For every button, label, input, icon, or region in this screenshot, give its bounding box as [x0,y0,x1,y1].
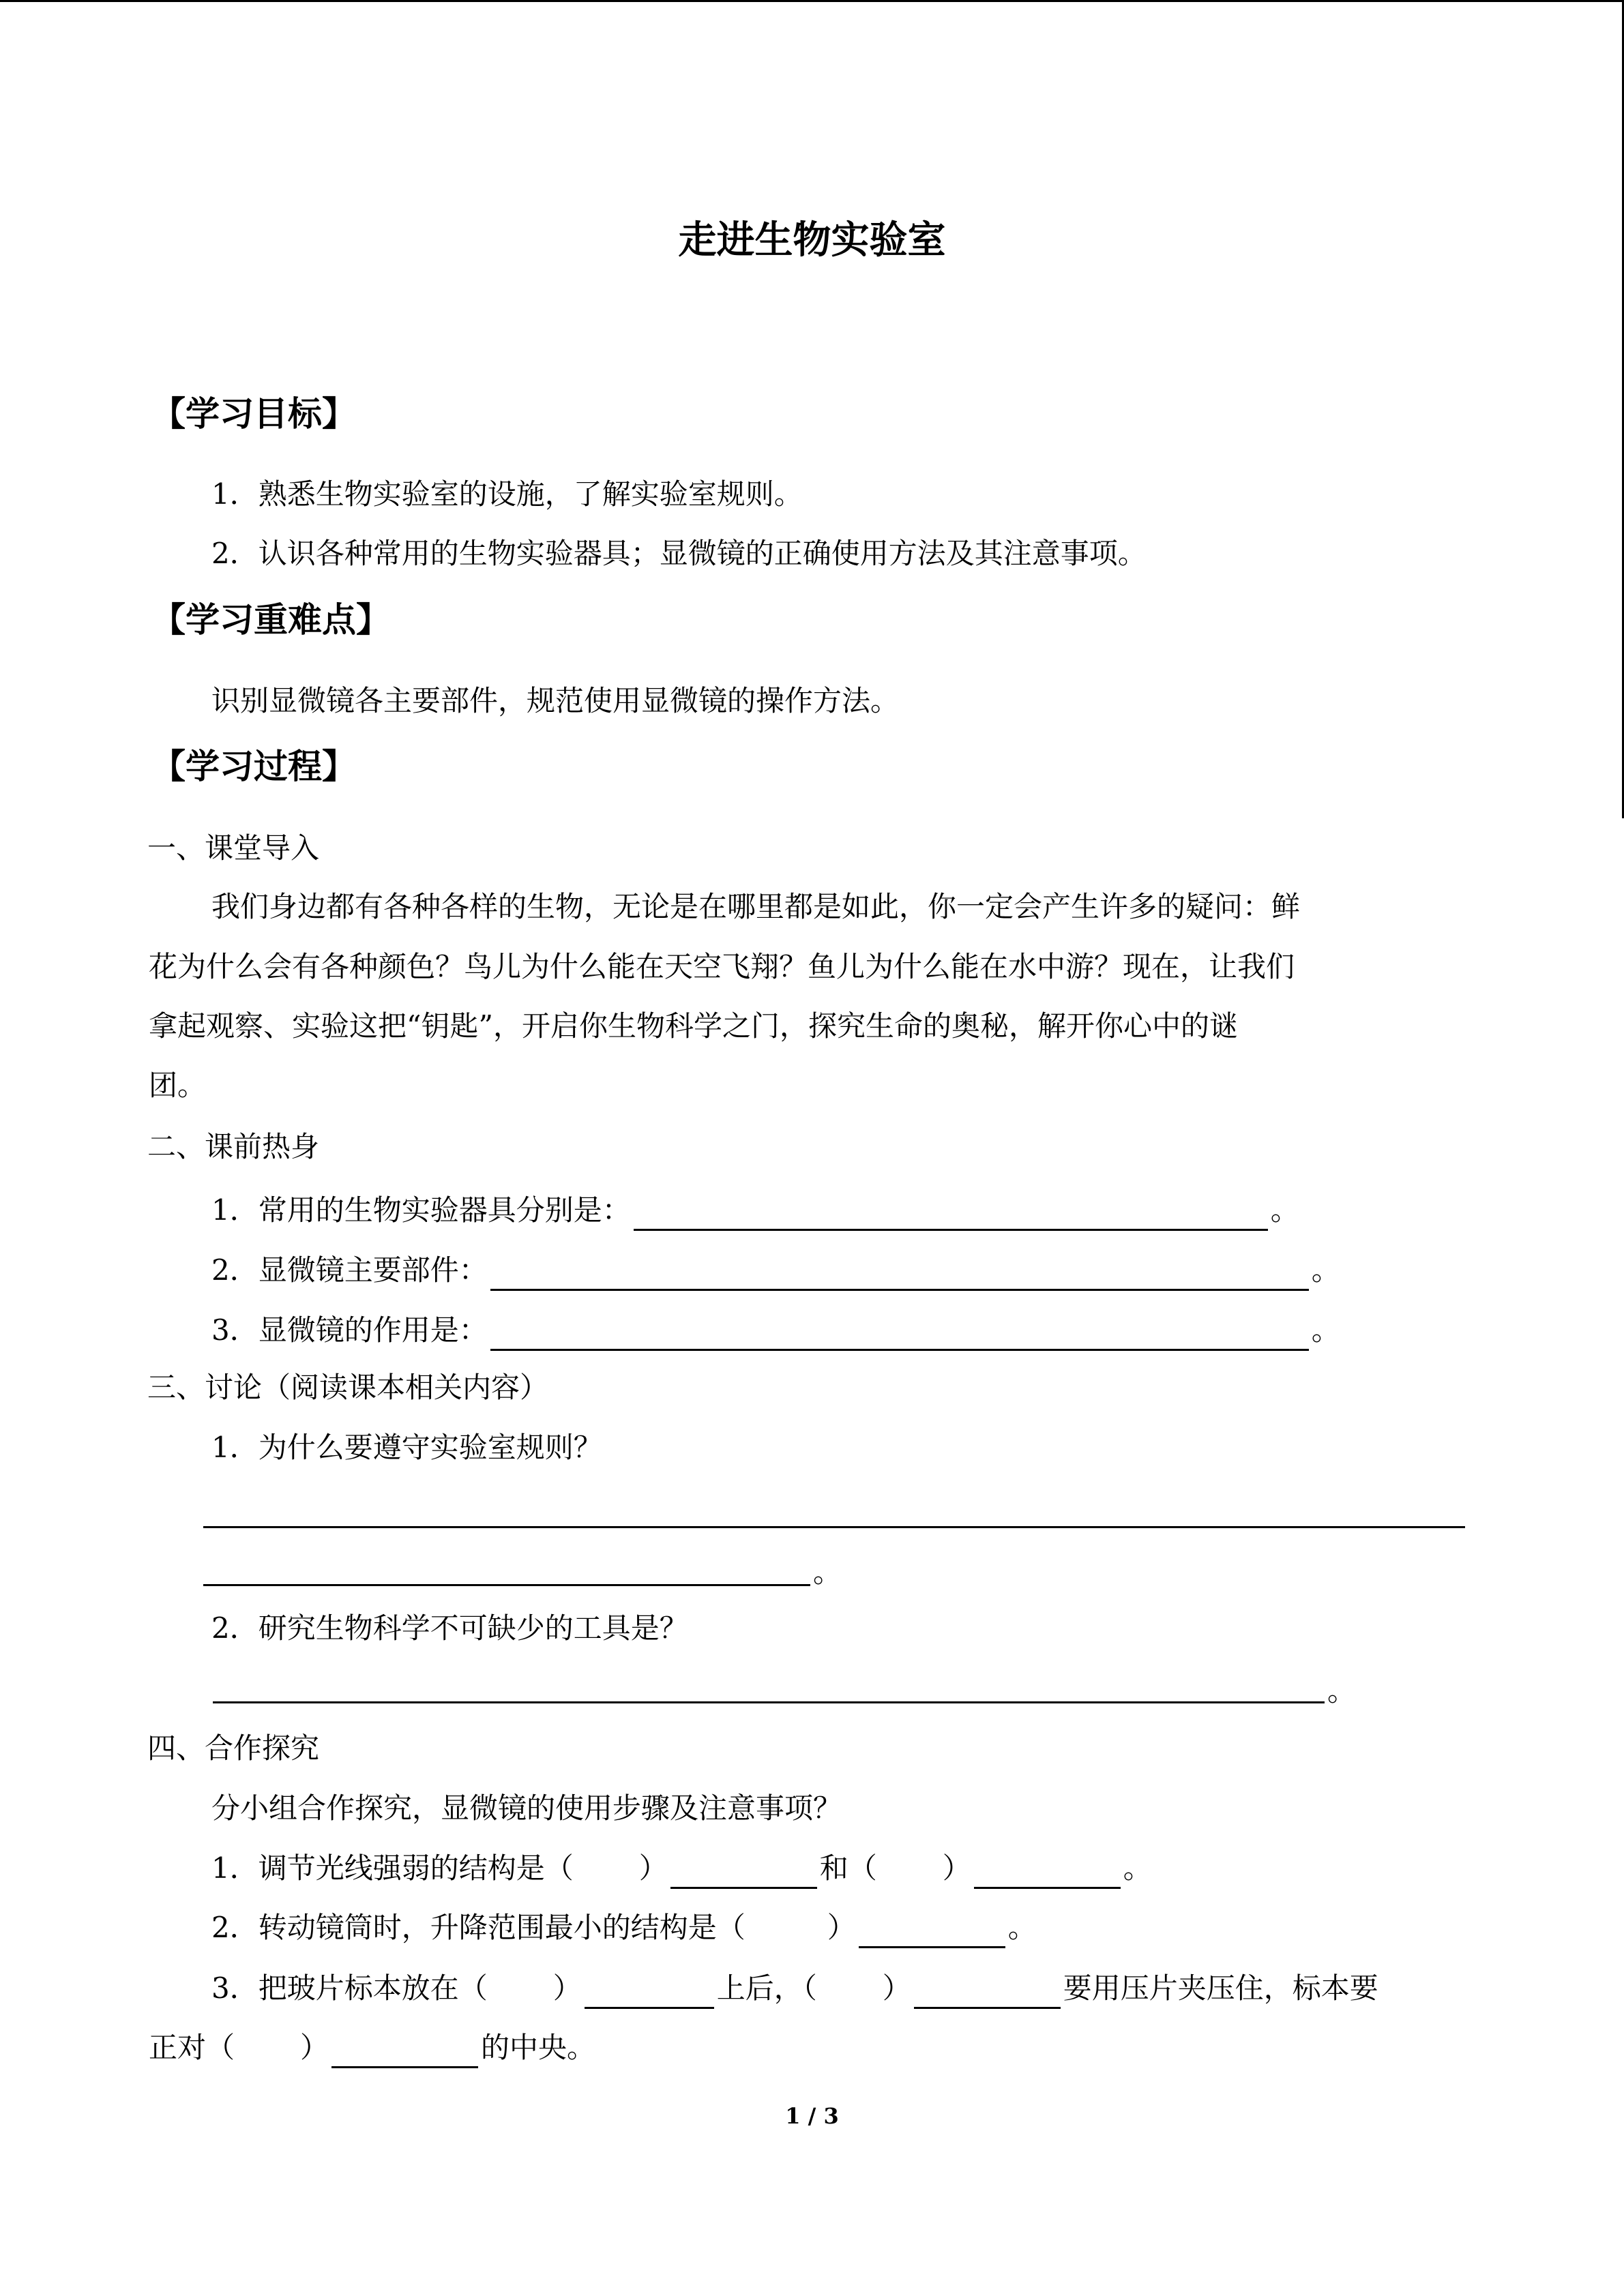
goal-item-1: 1．熟悉生物实验室的设施，了解实验室规则。 [211,477,803,511]
cooperate-q1-text-d: ） [942,1851,971,1885]
cooperate-q2-text-b: ） [827,1911,856,1944]
cooperate-q3-answer-blank-1[interactable] [585,1977,714,2009]
cooperate-q3-text-a: 3．把玻片标本放在（ [211,1971,488,2005]
goal-item-2: 2．认识各种常用的生物实验器具；显微镜的正确使用方法及其注意事项。 [211,537,1147,570]
warmup-q3 [211,1310,1340,1351]
cooperate-q2-text-a: 2．转动镜筒时，升降范围最小的结构是（ [211,1911,745,1944]
discussion-title: 三、讨论（阅读课本相关内容） [147,1371,549,1404]
key-points-text: 识别显微镜各主要部件，规范使用显微镜的操作方法。 [211,684,900,717]
cooperate-q1-text-b: ） [638,1851,668,1885]
key-points-heading: 【学习重难点】 [151,600,390,640]
cooperate-q2 [211,1907,1037,1948]
period: 。 [1327,1674,1357,1708]
top-border [0,0,1624,2]
cooperate-q1-answer-blank-1[interactable] [670,1857,817,1889]
cooperate-title: 四、合作探究 [147,1731,320,1765]
warmup-q1-label: 1．常用的生物实验器具分别是： [211,1193,631,1227]
discussion-q2: 2．研究生物科学不可缺少的工具是？ [211,1611,688,1645]
period: 。 [813,1555,842,1589]
cooperate-q1-text-a: 1．调节光线强弱的结构是（ [211,1851,574,1885]
cooperate-q3-text-f: 正对（ [149,2031,235,2064]
period: 。 [1123,1851,1152,1885]
period: 。 [1311,1313,1340,1347]
warmup-q3-label: 3．显微镜的作用是： [211,1313,488,1347]
cooperate-intro: 分小组合作探究，显微镜的使用步骤及注意事项？ [211,1791,842,1825]
cooperate-q3-text-d: ） [882,1971,911,2005]
cooperate-q1 [211,1848,1152,1889]
cooperate-q1-answer-blank-2[interactable] [974,1857,1121,1889]
goals-heading: 【学习目标】 [151,394,356,434]
period: 。 [1270,1193,1299,1227]
cooperate-q3-answer-blank-3[interactable] [331,2036,478,2068]
process-heading: 【学习过程】 [151,747,356,786]
warmup-q2-label: 2．显微镜主要部件： [211,1253,488,1287]
page-number: 1 / 3 [785,2103,839,2129]
warmup-q3-answer-blank[interactable] [490,1319,1309,1351]
period: 。 [1007,1911,1037,1944]
intro-para-line-3: 拿起观察、实验这把“钥匙”，开启你生物科学之门，探究生命的奥秘，解开你心中的谜 [149,1009,1238,1043]
cooperate-q3-text-b: ） [552,1971,582,2005]
page-title: 走进生物实验室 [678,218,946,263]
cooperate-q2-answer-blank[interactable] [859,1916,1005,1948]
intro-para-line-2: 花为什么会有各种颜色？鸟儿为什么能在天空飞翔？鱼儿为什么能在水中游？现在，让我们 [149,950,1295,983]
warmup-q1 [211,1190,1299,1231]
cooperate-q3-answer-blank-2[interactable] [914,1977,1061,2009]
cooperate-q3-text-e: 要用压片夹压住，标本要 [1063,1971,1378,2005]
warmup-q2-answer-blank[interactable] [490,1259,1309,1291]
discussion-q1-answer-line-1[interactable] [203,1526,1465,1528]
period: 。 [1311,1253,1340,1287]
intro-para-line-1: 我们身边都有各种各样的生物，无论是在哪里都是如此，你一定会产生许多的疑问：鲜 [211,890,1301,923]
warmup-q1-answer-blank[interactable] [634,1199,1268,1231]
cooperate-q3-text-c: 上后，（ [716,1971,817,2005]
cooperate-q1-text-c: 和（ [819,1851,877,1885]
intro-title: 一、课堂导入 [147,831,320,865]
warmup-title: 二、课前热身 [147,1130,320,1163]
warmup-q2 [211,1250,1340,1291]
intro-para-line-4: 团。 [149,1069,207,1102]
cooperate-q3-line-2 [149,2027,595,2068]
discussion-q2-answer-line[interactable] [213,1701,1325,1703]
cooperate-q3-text-g: ） [300,2031,329,2064]
discussion-q1: 1．为什么要遵守实验室规则？ [211,1431,602,1464]
discussion-q1-answer-line-2[interactable] [203,1584,810,1586]
cooperate-q3-line-1 [211,1968,1378,2009]
cooperate-q3-text-h: 的中央。 [481,2031,596,2064]
